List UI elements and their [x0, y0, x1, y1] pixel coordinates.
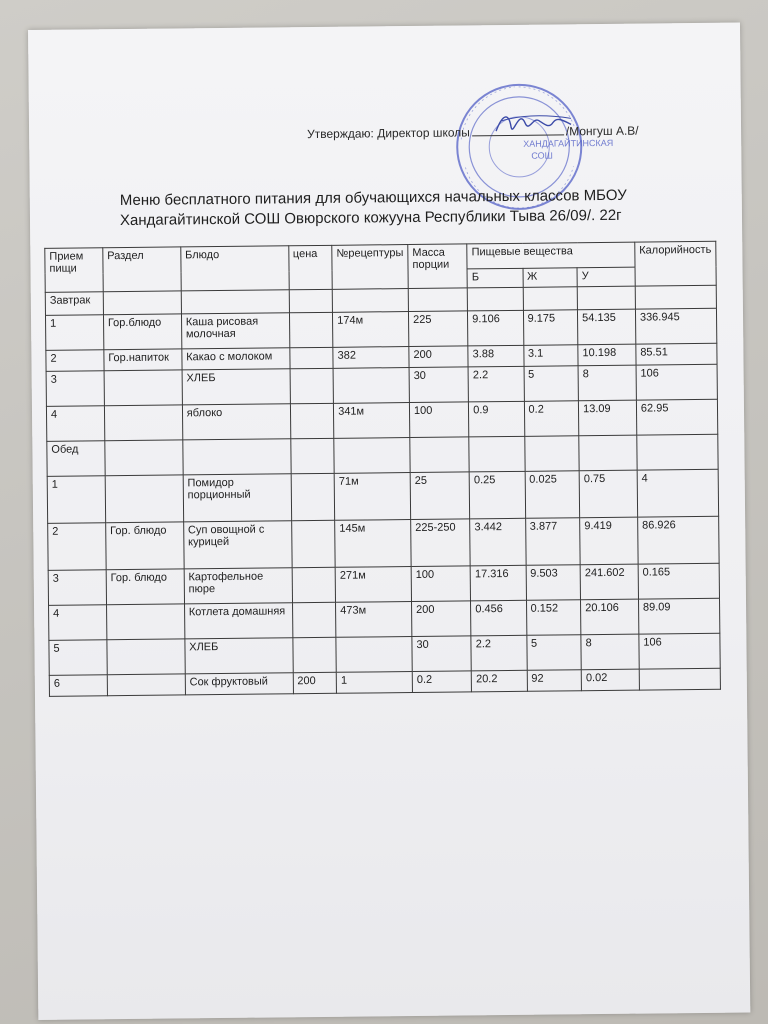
cell-dish: яблоко — [182, 404, 290, 440]
cell-u: 20.106 — [581, 599, 639, 635]
cell-dish: Сок фруктовый — [185, 673, 293, 695]
header-nutrients: Пищевые вещества — [467, 242, 635, 269]
cell-price — [291, 473, 335, 520]
table-row — [47, 469, 718, 523]
section-label-breakfast: Завтрак — [45, 292, 103, 316]
cell-n: 2 — [46, 350, 104, 372]
svg-text:СОШ: СОШ — [531, 150, 553, 161]
cell-n: 3 — [48, 570, 106, 606]
cell-u: 241.602 — [580, 564, 638, 600]
cell-kcal: 106 — [639, 633, 720, 669]
cell-b: 2.2 — [468, 366, 524, 402]
cell-zh: 9.503 — [526, 565, 581, 601]
cell-dish: Картофельное пюре — [184, 568, 292, 604]
cell-mass: 225-250 — [411, 519, 471, 567]
cell-zh: 0.025 — [525, 471, 580, 519]
cell-u: 10.198 — [578, 344, 636, 366]
cell-section: Гор.блюдо — [103, 314, 181, 350]
cell-mass: 100 — [409, 402, 469, 438]
cell-section — [104, 405, 182, 441]
cell-recipe: 174м — [333, 312, 409, 348]
cell-n: 5 — [49, 640, 107, 676]
cell-b: 0.456 — [471, 600, 527, 636]
cell-u: 13.09 — [579, 400, 637, 436]
cell-dish: Помидор порционный — [183, 474, 291, 522]
cell-price — [290, 403, 334, 438]
cell-zh: 92 — [527, 670, 582, 692]
cell-section — [107, 639, 185, 675]
header-meal: Прием пищи — [45, 248, 103, 293]
menu-table — [44, 241, 721, 697]
cell-zh: 0.2 — [524, 401, 579, 437]
cell-section: Гор. блюдо — [106, 569, 184, 605]
cell-dish: ХЛЕБ — [182, 369, 290, 405]
cell-price — [292, 602, 336, 637]
cell-section: Гор. блюдо — [106, 522, 184, 570]
cell-n: 3 — [46, 371, 104, 407]
cell-zh: 0.152 — [526, 600, 581, 636]
cell-kcal: 89.09 — [638, 598, 719, 634]
cell-u: 0.75 — [579, 470, 637, 518]
title-line-2: Хандагайтинской СОШ Овюрского кожууна Республики Тыва 26/09/. 22г — [119, 206, 622, 230]
cell-section — [106, 604, 184, 640]
header-dish: Блюдо — [181, 246, 289, 291]
cell-u: 8 — [581, 634, 639, 670]
cell-zh: 5 — [524, 366, 579, 402]
cell-price — [291, 520, 335, 567]
cell-mass: 30 — [412, 636, 472, 672]
cell-kcal: 106 — [636, 364, 717, 400]
cell-kcal: 4 — [637, 469, 719, 517]
cell-n: 1 — [47, 476, 105, 524]
cell-kcal: 336.945 — [635, 308, 716, 344]
cell-b: 17.316 — [470, 565, 526, 601]
cell-price — [292, 637, 336, 672]
cell-b: 20.2 — [471, 670, 527, 692]
cell-recipe: 382 — [333, 347, 409, 369]
cell-price — [292, 567, 336, 602]
cell-mass: 225 — [408, 311, 468, 347]
cell-dish: Котлета домашняя — [184, 603, 292, 639]
header-zh: Ж — [523, 268, 578, 288]
cell-n: 2 — [48, 523, 106, 571]
header-b: Б — [467, 268, 522, 288]
cell-u: 54.135 — [578, 309, 636, 345]
cell-mass: 100 — [411, 566, 471, 602]
approval-name: /Монгуш А.В/ — [565, 123, 639, 139]
cell-b: 0.25 — [469, 471, 525, 519]
cell-kcal: 85.51 — [636, 343, 717, 365]
cell-price — [290, 368, 334, 403]
section-label-lunch: Обед — [47, 441, 105, 477]
document-sheet — [28, 23, 750, 1020]
cell-recipe — [333, 368, 409, 404]
menu-title — [120, 185, 660, 231]
cell-recipe — [336, 637, 412, 673]
cell-dish: Суп овощной с курицей — [183, 521, 291, 569]
cell-u: 9.419 — [580, 517, 638, 565]
signature-line — [472, 124, 564, 136]
cell-kcal: 86.926 — [638, 516, 720, 564]
cell-mass: 25 — [410, 472, 470, 520]
cell-section — [105, 475, 183, 523]
cell-dish: Каша рисовая молочная — [181, 313, 289, 349]
cell-kcal: 0.165 — [638, 563, 719, 599]
cell-section: Гор.напиток — [104, 349, 182, 371]
cell-b: 0.9 — [469, 401, 525, 437]
cell-recipe: 145м — [335, 520, 411, 568]
cell-b: 2.2 — [471, 635, 527, 671]
cell-price: 200 — [293, 672, 337, 693]
cell-n: 4 — [46, 406, 104, 442]
cell-price — [289, 347, 333, 368]
header-recipe: №рецептуры — [332, 245, 408, 290]
cell-u: 0.02 — [581, 669, 639, 691]
cell-mass: 200 — [409, 346, 468, 368]
header-mass: Масса порции — [408, 244, 468, 289]
cell-zh: 9.175 — [523, 310, 578, 346]
cell-b: 9.106 — [468, 310, 524, 346]
cell-recipe: 71м — [334, 473, 410, 521]
header-calories: Калорийность — [635, 241, 717, 286]
cell-b: 3.88 — [468, 345, 524, 367]
header-price: цена — [288, 245, 332, 289]
cell-recipe: 341м — [334, 403, 410, 439]
cell-kcal — [639, 668, 720, 690]
cell-zh: 3.1 — [523, 345, 578, 367]
svg-text:ХАНДАГАЙТИНСКАЯ: ХАНДАГАЙТИНСКАЯ — [523, 137, 614, 149]
cell-b: 3.442 — [470, 518, 526, 566]
table-row — [48, 516, 719, 570]
cell-dish: Какао с молоком — [182, 348, 290, 370]
cell-u: 8 — [578, 365, 636, 401]
cell-mass: 200 — [412, 601, 472, 637]
cell-recipe: 473м — [336, 602, 412, 638]
cell-section — [104, 370, 182, 406]
approval-prefix: Утверждаю: Директор школы — [307, 125, 470, 142]
cell-mass: 30 — [409, 367, 469, 403]
cell-recipe: 271м — [335, 567, 411, 603]
cell-n: 1 — [45, 315, 103, 351]
header-section: Раздел — [103, 247, 181, 292]
header-u: У — [577, 267, 635, 287]
cell-kcal: 62.95 — [636, 399, 717, 435]
cell-mass: 0.2 — [412, 671, 471, 693]
cell-n: 4 — [49, 605, 107, 641]
cell-zh: 5 — [526, 635, 581, 671]
cell-n: 6 — [49, 675, 107, 697]
title-line-1: Меню бесплатного питания для обучающихся начальных классов МБОУ — [119, 186, 627, 210]
cell-recipe: 1 — [336, 672, 412, 694]
cell-section — [107, 674, 185, 696]
cell-dish: ХЛЕБ — [185, 638, 293, 674]
cell-zh: 3.877 — [525, 518, 580, 566]
cell-price — [289, 312, 333, 347]
